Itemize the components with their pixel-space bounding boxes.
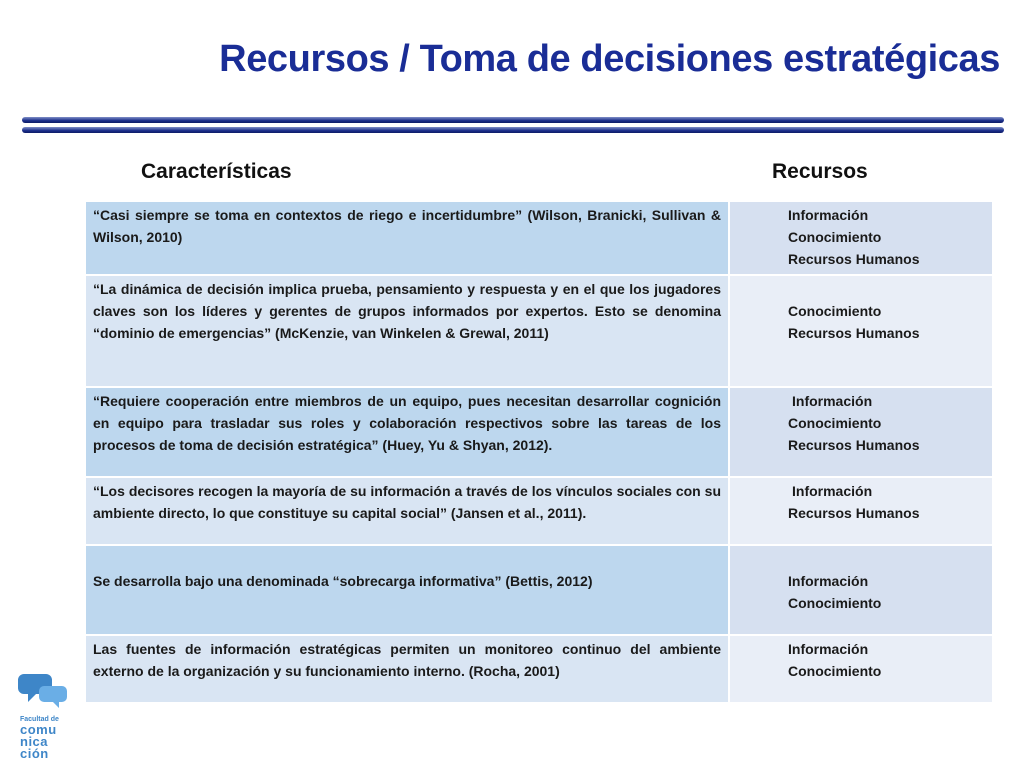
resource-item: Información: [788, 641, 869, 657]
resources-cell: [729, 275, 993, 387]
logo-wordmark: [20, 724, 70, 760]
resource-item: Conocimiento: [788, 595, 882, 611]
characteristic-cell: “Casi siempre se toma en contextos de riego e incertidumbre” (Wilson, Branicki, Sullivan & Wilson, 2010): [85, 201, 729, 275]
slide-title: Recursos / Toma de decisiones estratégicas: [219, 38, 1000, 80]
resource-item: Información: [788, 207, 869, 223]
resource-item: Información: [792, 483, 873, 499]
resource-item: Conocimiento: [788, 415, 882, 431]
title-divider-bottom: [22, 127, 1004, 133]
logo-line: ción: [20, 746, 49, 761]
resource-item: Información: [788, 573, 869, 589]
resources-cell: [729, 201, 993, 275]
resource-item: Conocimiento: [788, 663, 882, 679]
table-row: [85, 545, 993, 635]
characteristic-cell: Se desarrolla bajo una denominada “sobrecarga informativa” (Bettis, 2012): [85, 545, 729, 635]
table-row: [85, 477, 993, 545]
logo-line: nica: [20, 734, 49, 749]
characteristic-cell: “Los decisores recogen la mayoría de su información a través de los vínculos sociales con su ambiente directo, lo que constituye su capital social” (Jansen et al., 2011).: [85, 477, 729, 545]
header-recursos: Recursos: [772, 160, 868, 183]
table-row: [85, 387, 993, 477]
resource-item: Conocimiento: [788, 303, 882, 319]
resource-item: Recursos Humanos: [788, 325, 920, 341]
table-row: [85, 201, 993, 275]
resource-item: Información: [792, 393, 873, 409]
characteristic-cell: “La dinámica de decisión implica prueba, pensamiento y respuesta y en el que los jugadores claves son los líderes y gerentes de grupos informados por expertos. Esto se denomina “dominio de emergencias” (McKenzie, van Winkelen & Grewal, 2011): [85, 275, 729, 387]
resource-item: Recursos Humanos: [788, 505, 920, 521]
resources-cell: [729, 635, 993, 703]
resource-item: Recursos Humanos: [788, 251, 920, 267]
table-row: [85, 635, 993, 703]
resources-cell: [729, 387, 993, 477]
logo-small-text: Facultad de: [20, 716, 59, 723]
faculty-logo-icon: [14, 668, 70, 712]
title-divider-top: [22, 117, 1004, 123]
characteristic-cell: Las fuentes de información estratégicas permiten un monitoreo continuo del ambiente externo de la organización y su funcionamiento interno. (Rocha, 2001): [85, 635, 729, 703]
resources-cell: [729, 545, 993, 635]
logo-line: comu: [20, 722, 57, 737]
characteristic-cell: “Requiere cooperación entre miembros de un equipo, pues necesitan desarrollar cognición en equipo para trasladar sus roles y colaboración respectivos sobre las tareas de los procesos de toma de decisión estratégica” (Huey, Yu & Shyan, 2012).: [85, 387, 729, 477]
resources-cell: [729, 477, 993, 545]
resource-item: Conocimiento: [788, 229, 882, 245]
header-caracteristicas: Características: [141, 160, 292, 183]
resources-table: [84, 200, 994, 704]
resource-item: Recursos Humanos: [788, 437, 920, 453]
table-row: [85, 275, 993, 387]
